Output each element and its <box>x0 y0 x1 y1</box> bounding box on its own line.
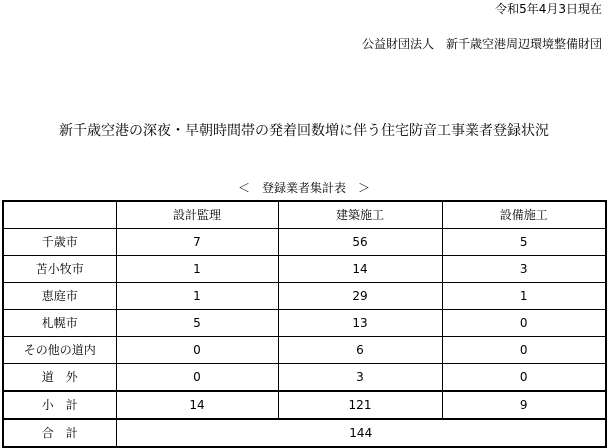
total-value: 144 <box>116 419 606 447</box>
organization-name: 公益財団法人 新千歳空港周辺環境整備財団 <box>361 37 602 51</box>
document-title: 新千歳空港の深夜・早朝時間帯の発着回数増に伴う住宅防音工事業者登録状況 <box>59 123 549 139</box>
table-row <box>3 337 606 364</box>
cell-value: 56 <box>278 229 442 256</box>
subtotal-value: 14 <box>116 391 278 419</box>
table-caption: ＜ 登録業者集計表 ＞ <box>237 181 370 195</box>
row-label: 苫小牧市 <box>3 256 116 283</box>
cell-value: 1 <box>116 283 278 310</box>
table-row <box>3 229 606 256</box>
cell-value: 14 <box>278 256 442 283</box>
cell-value: 0 <box>116 337 278 364</box>
cell-value: 0 <box>442 310 606 337</box>
row-label: 千歳市 <box>3 229 116 256</box>
row-label: 道 外 <box>3 364 116 392</box>
subtotal-value: 9 <box>442 391 606 419</box>
cell-value: 6 <box>278 337 442 364</box>
row-label: 札幌市 <box>3 310 116 337</box>
row-label: 恵庭市 <box>3 283 116 310</box>
table-row <box>3 310 606 337</box>
cell-value: 0 <box>442 364 606 392</box>
cell-value: 5 <box>116 310 278 337</box>
cell-value: 0 <box>116 364 278 392</box>
total-label: 合 計 <box>3 419 116 447</box>
corner-cell <box>3 201 116 229</box>
cell-value: 7 <box>116 229 278 256</box>
column-header-equipment: 設備施工 <box>442 201 606 229</box>
table-row <box>3 283 606 310</box>
total-row <box>3 419 606 447</box>
table-row <box>3 256 606 283</box>
cell-value: 3 <box>442 256 606 283</box>
cell-value: 1 <box>442 283 606 310</box>
column-header-construction: 建築施工 <box>278 201 442 229</box>
cell-value: 5 <box>442 229 606 256</box>
table-header-row <box>3 201 606 229</box>
column-header-design-supervision: 設計監理 <box>116 201 278 229</box>
row-label: その他の道内 <box>3 337 116 364</box>
cell-value: 0 <box>442 337 606 364</box>
subtotal-row <box>3 391 606 419</box>
cell-value: 3 <box>278 364 442 392</box>
cell-value: 29 <box>278 283 442 310</box>
subtotal-value: 121 <box>278 391 442 419</box>
subtotal-label: 小 計 <box>3 391 116 419</box>
registration-summary-table <box>2 200 607 448</box>
as-of-date: 令和5年4月3日現在 <box>495 2 602 16</box>
table-row <box>3 364 606 392</box>
cell-value: 13 <box>278 310 442 337</box>
cell-value: 1 <box>116 256 278 283</box>
